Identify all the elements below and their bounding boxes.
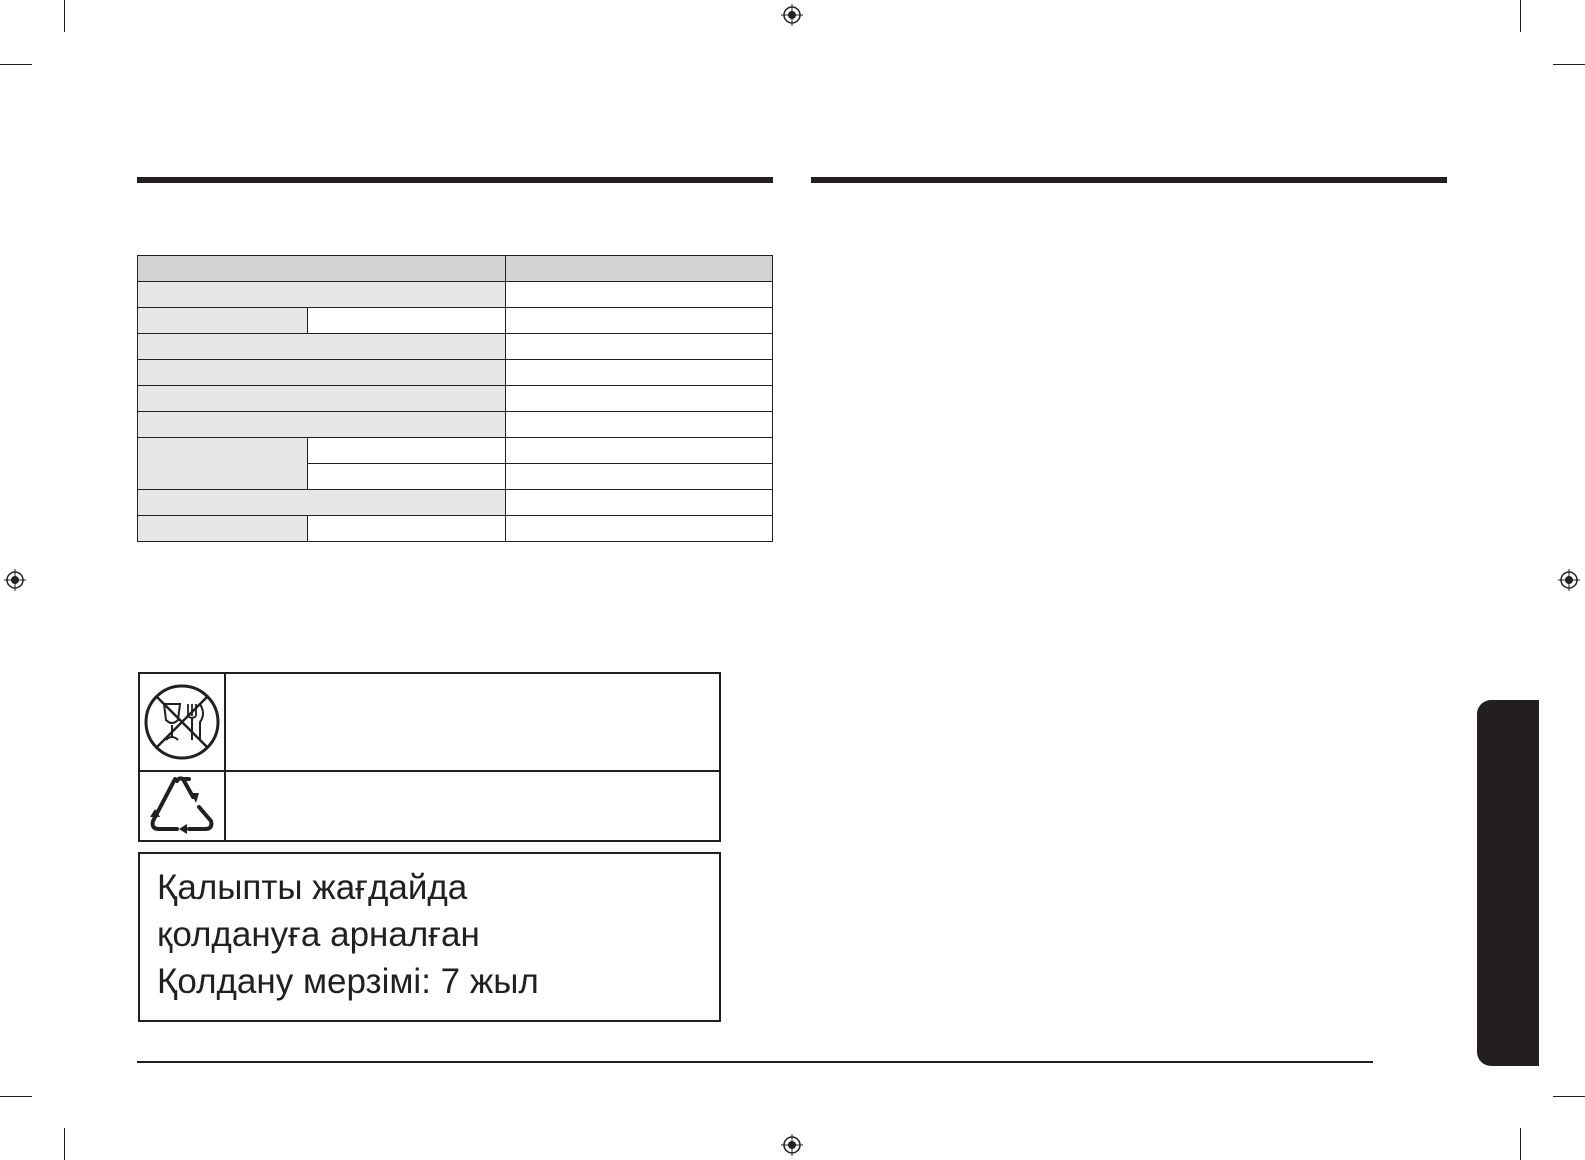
- recycle-icon: [147, 773, 217, 837]
- table-value-cell: [506, 360, 773, 386]
- not-food-row: [140, 674, 719, 772]
- table-row: [138, 334, 773, 360]
- crop-mark: [1520, 0, 1521, 32]
- table-value-cell: [506, 308, 773, 334]
- table-value-cell: [506, 490, 773, 516]
- not-food-contact-icon: [142, 682, 222, 762]
- table-sublabel-cell: [308, 516, 506, 542]
- table-label-cell: [138, 412, 506, 438]
- service-life-box: [138, 852, 721, 1022]
- table-row: [138, 516, 773, 542]
- left-column-header-rule: [137, 177, 773, 183]
- table-row: [138, 386, 773, 412]
- registration-mark-icon: [4, 569, 26, 591]
- table-label-cell: [138, 438, 308, 490]
- crop-mark: [0, 1096, 32, 1097]
- table-label-cell: [138, 308, 308, 334]
- table-value-cell: [506, 334, 773, 360]
- table-row: [138, 490, 773, 516]
- table-row: [138, 308, 773, 334]
- table-label-cell: [138, 386, 506, 412]
- table-sublabel-cell: [308, 438, 506, 464]
- table-row: [138, 438, 773, 464]
- registration-mark-icon: [1558, 569, 1580, 591]
- table-label-cell: [138, 516, 308, 542]
- table-label-cell: [138, 282, 506, 308]
- table-row: [138, 412, 773, 438]
- crop-mark: [1553, 1096, 1585, 1097]
- table-value-cell: [506, 412, 773, 438]
- recycle-cell: [140, 770, 226, 840]
- table-header-cell: [506, 256, 773, 282]
- recycle-row: [140, 770, 719, 840]
- table-value-cell: [506, 438, 773, 464]
- table-row: [138, 360, 773, 386]
- footer-rule: [137, 1061, 1373, 1063]
- table-header-cell: [138, 256, 506, 282]
- right-column-header-rule: [811, 177, 1447, 183]
- symbols-box: [138, 672, 721, 842]
- not-food-cell: [140, 674, 226, 770]
- table-row: [138, 282, 773, 308]
- registration-mark-icon: [781, 1134, 803, 1156]
- table-label-cell: [138, 490, 506, 516]
- crop-mark: [1520, 1128, 1521, 1160]
- service-life-line-2: қолдануға арналған: [157, 915, 480, 954]
- service-life-line-1: Қалыпты жағдайда: [157, 868, 468, 907]
- crop-mark: [0, 64, 32, 65]
- table-sublabel-cell: [308, 308, 506, 334]
- table-sublabel-cell: [308, 464, 506, 490]
- table-value-cell: [506, 386, 773, 412]
- table-value-cell: [506, 516, 773, 542]
- table-value-cell: [506, 464, 773, 490]
- crop-mark: [1553, 64, 1585, 65]
- table-value-cell: [506, 282, 773, 308]
- specification-table: [137, 255, 773, 542]
- table-header-row: [138, 256, 773, 282]
- crop-mark: [64, 0, 65, 32]
- service-life-line-3: Қолдану мерзімі: 7 жыл: [157, 962, 539, 1001]
- registration-mark-icon: [781, 4, 803, 26]
- table-label-cell: [138, 334, 506, 360]
- chapter-side-tab: [1477, 700, 1539, 1066]
- crop-mark: [64, 1128, 65, 1160]
- table-label-cell: [138, 360, 506, 386]
